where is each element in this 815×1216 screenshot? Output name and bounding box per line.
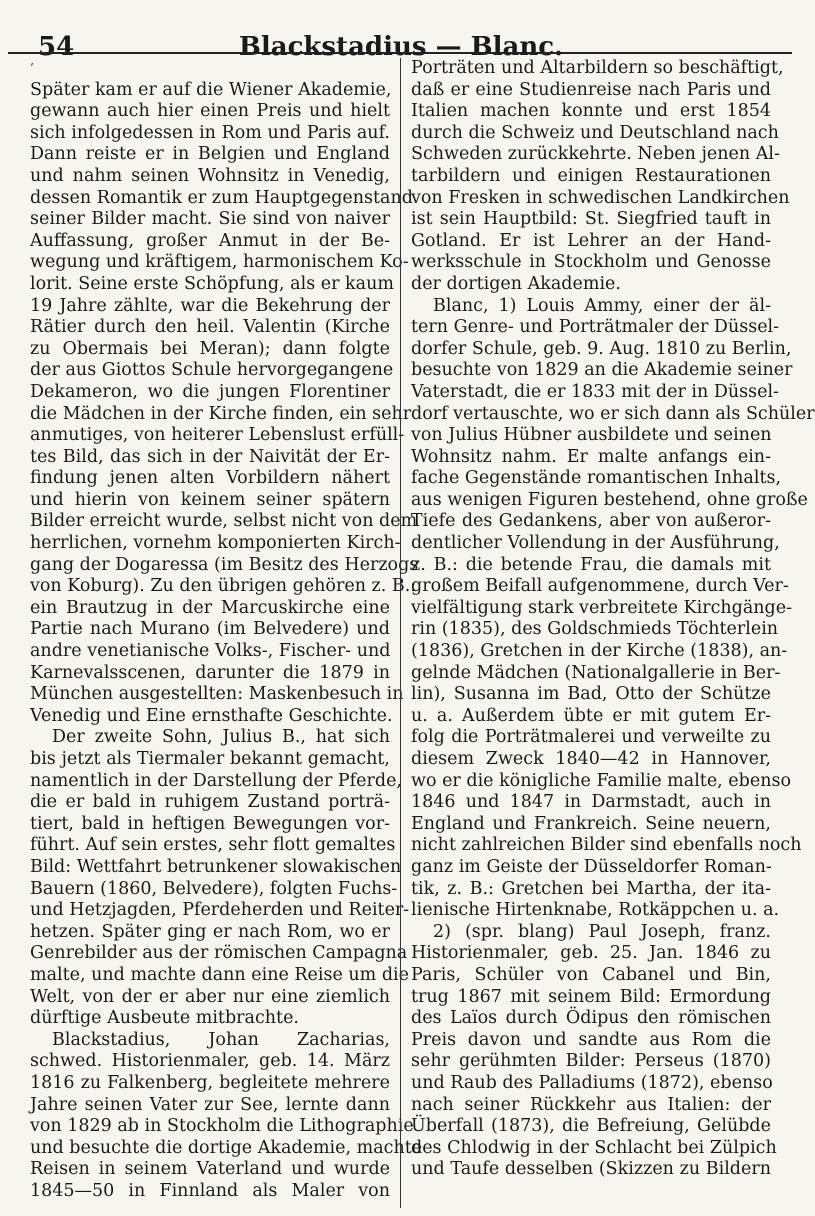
- text-line: Rätier durch den heil. Valentin (Kirche: [30, 317, 390, 338]
- text-line: Reisen in seinem Vaterland und wurde: [30, 1159, 390, 1180]
- text-line: (1836), Gretchen in der Kirche (1838), an-: [411, 641, 788, 662]
- text-line: anmutiges, von heiterer Lebenslust erfüll-: [30, 425, 405, 446]
- text-columns: [30, 58, 815, 1208]
- text-line: tarbildern und einigen Restaurationen: [411, 165, 771, 186]
- text-line: Historienmaler, geb. 25. Jan. 1846 zu: [411, 943, 771, 964]
- text-line: Bild: Wettfahrt betrunkener slowakischen: [30, 856, 402, 877]
- text-line: Blackstadius, Johan Zacharias,: [52, 1029, 390, 1050]
- text-line: fache Gegenstände romantischen Inhalts,: [411, 468, 782, 489]
- text-line: Preis davon und sandte aus Rom die: [411, 1029, 771, 1050]
- text-line: Überfall (1873), die Befreiung, Gelübde: [411, 1116, 771, 1137]
- text-line: malte, und machte dann eine Reise um die: [30, 964, 409, 985]
- text-line: lorit. Seine erste Schöpfung, als er kaum: [30, 273, 394, 294]
- text-line: herrlichen, vornehm komponierten Kirch-: [30, 533, 401, 554]
- text-line: Jahre seinen Vater zur See, lernte dann: [30, 1094, 390, 1115]
- right-column: [401, 58, 815, 1208]
- text-line: Dekameron, wo die jungen Florentiner: [30, 381, 390, 402]
- text-line: England und Frankreich. Seine neuern,: [411, 813, 771, 834]
- text-line: z. B.: die betende Frau, die damals mit: [411, 554, 771, 575]
- text-line: Partie nach Murano (im Belvedere) und: [30, 619, 390, 640]
- text-line: und nahm seinen Wohnsitz in Venedig,: [30, 165, 390, 186]
- text-line: lienische Hirtenknabe, Rotkäppchen u. a.: [411, 900, 780, 921]
- text-line: des Chlodwig in der Schlacht bei Zülpich: [411, 1137, 777, 1158]
- text-line: ’: [30, 61, 34, 75]
- text-line: wegung und kräftigem, harmonischem Ko-: [30, 252, 409, 273]
- text-line: Vaterstadt, die er 1833 mit der in Düssel-: [411, 381, 779, 402]
- text-line: Tiefe des Gedankens, aber von außeror-: [411, 511, 771, 532]
- text-line: trug 1867 mit seinem Bild: Ermordung: [411, 986, 771, 1007]
- text-line: 1816 zu Falkenberg, begleitete mehrere: [30, 1072, 390, 1093]
- text-line: und hierin von keinem seiner spätern: [30, 489, 390, 510]
- text-line: und Raub des Palladiums (1872), ebenso: [411, 1072, 773, 1093]
- text-line: und besuchte die dortige Akademie, machte: [30, 1137, 423, 1158]
- text-line: bis jetzt als Tiermaler bekannt gemacht,: [30, 749, 390, 769]
- text-line: und Taufe desselben (Skizzen zu Bildern: [411, 1159, 771, 1180]
- text-line: dessen Romantik er zum Hauptgegenstand: [30, 187, 413, 208]
- text-line: und Hetzjagden, Pferdeherden und Reiter-: [30, 900, 410, 921]
- text-line: Auffassung, großer Anmut in der Be-: [30, 230, 390, 251]
- text-line: seiner Bilder macht. Sie sind von naiver: [30, 209, 390, 230]
- text-line: dentlicher Vollendung in der Ausführung,: [411, 533, 780, 554]
- text-line: werksschule in Stockholm und Genosse: [411, 252, 771, 273]
- text-line: diesem Zweck 1840—42 in Hannover,: [411, 749, 771, 769]
- text-line: Gotland. Er ist Lehrer an der Hand-: [411, 230, 771, 251]
- text-line: des Laïos durch Ödipus den römischen: [411, 1008, 771, 1029]
- text-line: daß er eine Studienreise nach Paris und: [411, 79, 771, 100]
- text-line: wo er die königliche Familie malte, ebenso: [411, 770, 792, 791]
- text-line: rin (1835), des Goldschmieds Töchterlein: [411, 619, 779, 640]
- text-line: 2) (spr. blang) Paul Joseph, franz.: [433, 921, 771, 942]
- text-line: Später kam er auf die Wiener Akademie,: [30, 79, 392, 100]
- text-line: Italien machen konnte und erst 1854: [411, 101, 771, 122]
- text-line: Bauern (1860, Belvedere), folgten Fuchs-: [30, 878, 398, 899]
- text-line: ein Brautzug in der Marcuskirche eine: [30, 597, 390, 618]
- text-line: durch die Schweiz und Deutschland nach: [411, 122, 779, 143]
- text-line: Welt, von der er aber nur eine ziemlich: [30, 986, 390, 1007]
- text-line: der dortigen Akademie.: [411, 273, 621, 294]
- text-line: Dann reiste er in Belgien und England: [30, 144, 390, 165]
- text-line: von Fresken in schwedischen Landkirchen: [411, 187, 790, 208]
- text-line: von Koburg). Zu den übrigen gehören z. B.:: [30, 576, 417, 597]
- text-line: sehr gerühmten Bilder: Perseus (1870): [411, 1051, 771, 1072]
- text-line: 1846 und 1847 in Darmstadt, auch in: [411, 792, 771, 813]
- text-line: Genrebilder aus der römischen Campagna: [30, 943, 408, 964]
- text-line: Blanc, 1) Louis Ammy, einer der äl-: [433, 295, 771, 316]
- text-line: Schweden zurückkehrte. Neben jenen Al-: [411, 144, 780, 165]
- header-rule: [8, 52, 792, 54]
- text-line: findung jenen alten Vorbildern nähert: [30, 468, 390, 489]
- text-line: tik, z. B.: Gretchen bei Martha, der ita-: [411, 878, 771, 899]
- text-line: andre venetianische Volks-, Fischer- und: [30, 641, 391, 662]
- text-line: nicht zahlreichen Bilder sind ebenfalls noch: [411, 835, 802, 856]
- text-line: der aus Giottos Schule hervorgegangene: [30, 360, 394, 381]
- text-line: Bilder erreicht wurde, selbst nicht von dem: [30, 511, 418, 532]
- text-line: folg die Porträtmalerei und verweilte zu: [411, 727, 771, 748]
- text-line: sich infolgedessen in Rom und Paris auf.: [30, 122, 390, 143]
- text-line: lin), Susanna im Bad, Otto der Schütze: [411, 684, 771, 705]
- text-line: Wohnsitz nahm. Er malte anfangs ein-: [411, 446, 771, 467]
- text-line: ist sein Hauptbild: St. Siegfried tauft in: [411, 209, 771, 230]
- text-line: dürftige Ausbeute mitbrachte.: [30, 1008, 299, 1029]
- text-line: tiert, bald in heftigen Bewegungen vor-: [30, 813, 390, 834]
- text-line: u. a. Außerdem übte er mit gutem Er-: [411, 705, 771, 726]
- text-line: gelnde Mädchen (Nationalgallerie in Ber-: [411, 662, 781, 683]
- text-line: hetzen. Später ging er nach Rom, wo er: [30, 921, 390, 942]
- text-line: tern Genre- und Porträtmaler der Düssel-: [411, 317, 780, 338]
- text-line: großem Beifall aufgenommene, durch Ver-: [411, 576, 789, 597]
- text-line: 1845—50 in Finnland als Maler von: [30, 1180, 390, 1201]
- text-line: gewann auch hier einen Preis und hielt: [30, 101, 390, 122]
- text-line: vielfältigung stark verbreitete Kirchgänge-: [411, 597, 793, 618]
- text-line: nach seiner Rückkehr aus Italien: der: [411, 1094, 771, 1115]
- page-number: 54: [38, 32, 75, 62]
- text-line: Paris, Schüler von Cabanel und Bin,: [411, 964, 771, 985]
- text-line: führt. Auf sein erstes, sehr flott gemaltes: [30, 835, 396, 856]
- text-line: dorfer Schule, geb. 9. Aug. 1810 zu Berlin,: [411, 338, 792, 359]
- text-line: von Julius Hübner ausbildete und seinen: [411, 425, 772, 446]
- text-line: zu Obermais bei Meran); dann folgte: [30, 338, 390, 359]
- text-line: aus wenigen Figuren bestehend, ohne große: [411, 489, 808, 510]
- text-line: München ausgestellten: Maskenbesuch in: [30, 684, 404, 705]
- text-line: Porträten und Altarbildern so beschäftigt,: [411, 58, 784, 78]
- text-line: namentlich in der Darstellung der Pferde,: [30, 770, 402, 791]
- page-header: [30, 22, 772, 62]
- text-line: gang der Dogaressa (im Besitz des Herzogs: [30, 554, 419, 575]
- text-line: die Mädchen in der Kirche finden, ein sehr: [30, 403, 412, 424]
- text-line: Venedig und Eine ernsthafte Geschichte.: [30, 705, 393, 726]
- text-line: schwed. Historienmaler, geb. 14. März: [30, 1051, 390, 1072]
- text-line: tes Bild, das sich in der Naivität der Er-: [30, 446, 390, 467]
- text-line: Der zweite Sohn, Julius B., hat sich: [52, 727, 390, 748]
- running-head: Blackstadius — Blanc.: [238, 32, 564, 62]
- text-line: Karnevalsscenen, darunter die 1879 in: [30, 662, 390, 683]
- left-column: [30, 58, 423, 1208]
- text-line: ganz im Geiste der Düsseldorfer Roman-: [411, 856, 772, 877]
- text-line: von 1829 ab in Stockholm die Lithographie: [30, 1116, 414, 1137]
- text-line: 19 Jahre zählte, war die Bekehrung der: [30, 295, 390, 316]
- text-line: besuchte von 1829 an die Akademie seiner: [411, 360, 793, 381]
- text-line: die er bald in ruhigem Zustand porträ-: [30, 792, 390, 813]
- text-line: dorf vertauschte, wo er sich dann als Schüler: [411, 403, 815, 424]
